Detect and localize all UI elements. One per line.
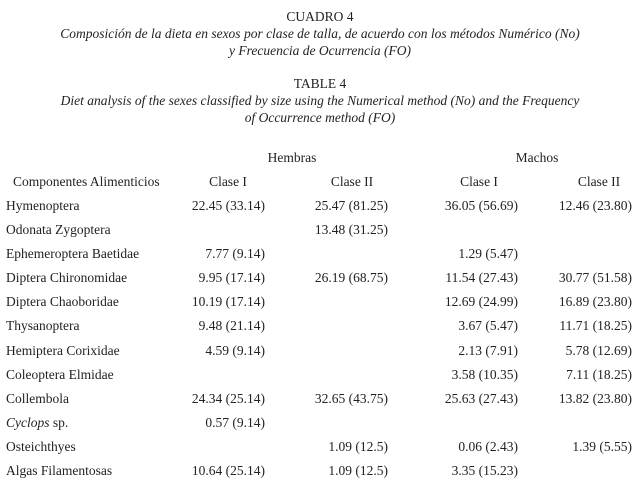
table-cell-m1: 25.63 (27.43) (444, 391, 518, 406)
table-cell-m1: 2.13 (7.91) (458, 343, 518, 358)
table-cell-m1: 1.29 (5.47) (458, 246, 518, 261)
table-cell-m1: 3.67 (5.47) (458, 318, 518, 333)
table-cell-h2: 1.09 (12.5) (328, 463, 388, 478)
row-label (6, 391, 69, 407)
table-cell-m1: 12.69 (24.99) (444, 294, 518, 309)
row-label (6, 318, 79, 334)
row-label-text: Osteichthyes (6, 439, 76, 454)
column-header-machos-clase-2: Clase II (577, 174, 621, 189)
table-cell-h1: 4.59 (9.14) (205, 343, 265, 358)
row-label-text: Algas Filamentosas (6, 463, 113, 478)
group-header-machos: Machos (515, 150, 559, 165)
table-cell-h1: 10.64 (25.14) (191, 463, 265, 478)
row-label-text: Ephemeroptera Baetidae (6, 246, 140, 261)
row-label-text: Hymenoptera (6, 198, 80, 213)
row-label-text: Diptera Chironomidae (6, 270, 128, 285)
row-label-text: Thysanoptera (6, 318, 80, 333)
table-cell-m2: 30.77 (51.58) (558, 270, 632, 285)
row-label (6, 439, 76, 455)
table-cell-h2: 26.19 (68.75) (314, 270, 388, 285)
row-label-suffix: sp. (49, 415, 69, 430)
table-title: TABLE 4 (293, 76, 347, 91)
table-cell-m1: 3.58 (10.35) (451, 367, 518, 382)
row-label (6, 367, 114, 383)
table-cell-m2: 5.78 (12.69) (565, 343, 632, 358)
table-cell-h1: 10.19 (17.14) (191, 294, 265, 309)
column-header-hembras-clase-1: Clase I (209, 174, 247, 189)
table-cell-h1: 0.57 (9.14) (205, 415, 265, 430)
row-label-text: Collembola (6, 391, 69, 406)
table-cell-h1: 22.45 (33.14) (191, 198, 265, 213)
row-label (6, 294, 119, 310)
column-header-component: Componentes Alimenticios (13, 174, 160, 189)
column-header-hembras-clase-2: Clase II (330, 174, 374, 189)
row-label (6, 343, 120, 359)
row-label (6, 222, 111, 238)
table-cell-h1: 24.34 (25.14) (191, 391, 265, 406)
table-cell-h2: 13.48 (31.25) (314, 222, 388, 237)
table-caption-line-2: of Occurrence method (FO) (244, 110, 396, 125)
cuadro-title: CUADRO 4 (286, 9, 354, 24)
table-cell-m2: 7.11 (18.25) (566, 367, 632, 382)
table-cell-m2: 16.89 (23.80) (558, 294, 632, 309)
table-caption-line-1: Diet analysis of the sexes classified by size using the Numerical method (No) and the Frequency (60, 93, 580, 108)
table-cell-m1: 11.54 (27.43) (445, 270, 518, 285)
row-label-text: Hemiptera Corixidae (6, 343, 120, 358)
table-cell-h1: 7.77 (9.14) (205, 246, 265, 261)
cuadro-caption-line-1: Composición de la dieta en sexos por clase de talla, de acuerdo con los métodos Numérico (No) (60, 26, 580, 41)
table-cell-m2: 12.46 (23.80) (558, 198, 632, 213)
table-cell-h1: 9.48 (21.14) (198, 318, 265, 333)
table-cell-h2: 32.65 (43.75) (314, 391, 388, 406)
group-header-hembras: Hembras (267, 150, 317, 165)
table-cell-m1: 3.35 (15.23) (451, 463, 518, 478)
table-cell-h1: 9.95 (17.14) (198, 270, 265, 285)
row-label-text: Diptera Chaoboridae (6, 294, 119, 309)
table-cell-h2: 25.47 (81.25) (314, 198, 388, 213)
row-label-text: Coleoptera Elmidae (6, 367, 114, 382)
row-label (6, 270, 127, 286)
row-label-text: Cyclops (6, 415, 50, 430)
column-header-machos-clase-1: Clase I (460, 174, 498, 189)
table-cell-h2: 1.09 (12.5) (328, 439, 388, 454)
table-cell-m2: 13.82 (23.80) (558, 391, 632, 406)
row-label-text: Odonata Zygoptera (6, 222, 111, 237)
row-label (6, 463, 112, 479)
table-cell-m1: 36.05 (56.69) (444, 198, 518, 213)
table-cell-m2: 11.71 (18.25) (559, 318, 632, 333)
row-label (6, 198, 79, 214)
table-cell-m2: 1.39 (5.55) (572, 439, 632, 454)
table-cell-m1: 0.06 (2.43) (458, 439, 518, 454)
row-label (6, 246, 139, 262)
cuadro-caption-line-2: y Frecuencia de Ocurrencia (FO) (229, 43, 411, 58)
row-label (6, 415, 68, 431)
